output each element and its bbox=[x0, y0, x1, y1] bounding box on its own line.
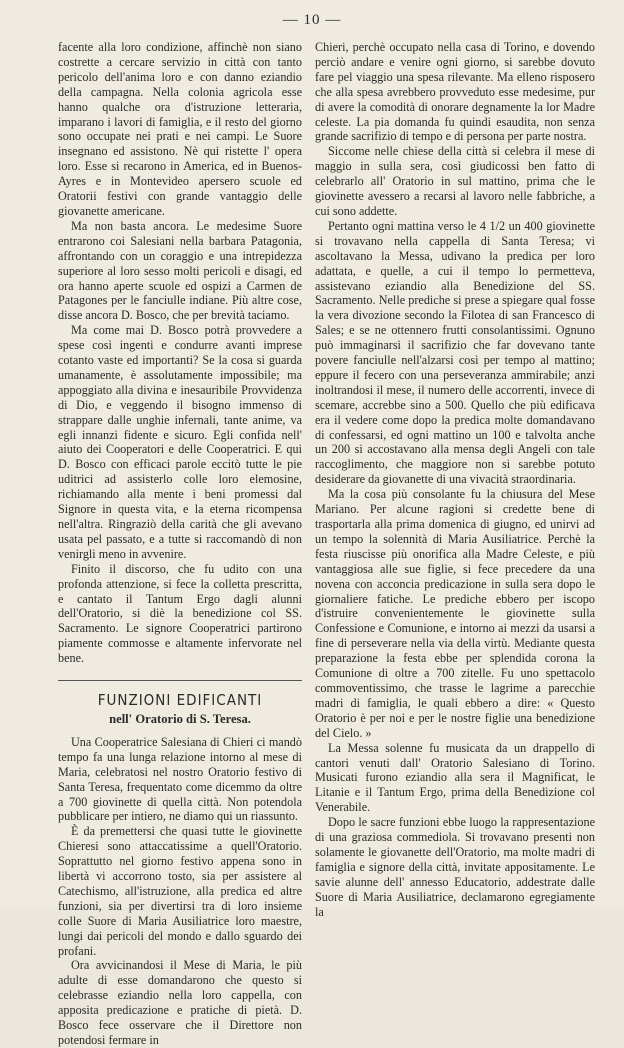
right-column bbox=[315, 40, 595, 919]
paragraph: Chieri, perchè occupato nella casa di Torino, e dovendo perciò andare e venire ogni giorno, si sarebbe dovuto fare pel viaggio una spesa rilevante. Ma elleno risposero che alla spesa avrebbero provveduto esse medesime, pur di avere la comodità di onorare degnamente la lor Madre celeste. La pia domanda fu quindi esaudita, non senza grande sacrifizio di tempo e di persona per parte nostra. bbox=[315, 40, 595, 144]
page-number: — 10 — bbox=[282, 12, 342, 28]
paragraph: Una Cooperatrice Salesiana di Chieri ci mandò tempo fa una lunga relazione intorno al mese di Maria, celebratosi nel nostro Oratorio festivo di Santa Teresa, frequentato come dicemmo da oltre a 700 giovinette di quella città. Non potendola pubblicare per intiero, ne diamo qui un riassunto. bbox=[58, 734, 302, 824]
paragraph: È da premettersi che quasi tutte le giovinette Chieresi sono attaccatissime a quell'Oratorio. Soprattutto nel giorno festivo appena sono in libertà vi accorrono tosto, sia per assistere al Catechismo, all'istruzione, alla predica ed altre funzioni, sia per divertirsi tra di loro insieme colle Suore di Maria Ausiliatrice loro maestre, lungi dai pericoli del mondo e dallo sguardo dei profani. bbox=[58, 824, 302, 958]
paragraph: La Messa solenne fu musicata da un drappello di cantori venuti dall' Oratorio Salesiano di Torino. Musicati furono eziandio alla sera il Magnificat, le Litanie e il Tantum Ergo, prima della Benedizione col Venerabile. bbox=[315, 740, 595, 815]
paragraph: Dopo le sacre funzioni ebbe luogo la rappresentazione di una graziosa commediola. Si trovavano presenti non solamente le giovanette dell'Oratorio, ma molte madri di famiglia e signore della città, invitate appositamente. Le savie alunne dell' annesso Educatorio, addestrate dalle Suore di Maria Ausiliatrice, declamarono egregiamente la bbox=[315, 815, 595, 919]
paragraph: Finito il discorso, che fu udito con una profonda attenzione, si fece la colletta prescritta, e cantato il Tantum Ergo dagli alunni dell'Oratorio, si diè la benedizione col SS. Sacramento. Le signore Cooperatrici partirono piamente commosse e altamente infervorate nel bene. bbox=[58, 561, 302, 666]
section-divider bbox=[58, 680, 302, 681]
paragraph: Ora avvicinandosi il Mese di Maria, le più adulte di esse domandarono che questo si celebrasse eziandio nella loro cappella, con apposita predicazione e pratiche di pietà. D. Bosco fece osservare che il Direttore non potendosi fermare in bbox=[58, 958, 302, 1047]
section-subtitle: nell' Oratorio di S. Teresa. bbox=[109, 711, 251, 726]
section-title: FUNZIONI EDIFICANTI bbox=[97, 691, 263, 710]
paragraph: Siccome nelle chiese della città si celebra il mese di maggio in sulla sera, così giudicossi ben fatto di celebrarlo all' Oratorio in sul mattino, prima che le giovinette avessero a recarsi al lavoro nelle fabbriche, a cui sono addette. bbox=[315, 144, 595, 218]
paragraph: Ma la cosa più consolante fu la chiusura del Mese Mariano. Per alcune ragioni si credette bene di trasportarla alla prima domenica di giugno, ed unirvi ad un tempo la solennità di Maria Ausiliatrice. Perchè la festa riuscisse più onorifica alla Madre Celeste, e più vantaggiosa alle sue figlie, si fece precedere da una novena con acconcia predicazione in sulla sera dopo le giornaliere fatiche. Le prediche ebbero per iscopo d'istruire convenientemente le giovinette sulla Confessione e Comunione, e intorno ai mezzi da usarsi a fine di perseverare nella via della virtù. Mediante questa preparazione la festa ebbe per splendida corona la Comunione di oltre a 700 zitelle. Fu uno spettacolo commoventissimo, che trasse le lagrime a parecchie madri di famiglia, le quali ebbero a dire: « Questo Oratorio è per noi e per le nostre figlie una benedizione del Cielo. » bbox=[315, 487, 595, 740]
paragraph: Pertanto ogni mattina verso le 4 1/2 un 400 giovinette si trovavano nella cappella di Santa Teresa; vi ascoltavano la Messa, udivano la predica per loro adattata, e quelle, a cui il tempo lo permetteva, assistevano eziandio alla Benedizione del SS. Sacramento. Nelle prediche si prese a spiegare qual fosse la vera divozione secondo la Filotea di san Francesco di Sales; e se ne ottennero frutti consolantissimi. Ognuno può immaginarsi il sacrifizio che far dovevano tante povere fanciulle nell'alzarsi così per tempo al mattino; eppure il fecero con una perseveranza ammirabile; anzi inoltrandosi il mese, il numero delle accorrenti, invece di scemare, accrebbe sino a 500. Quello che più edificava era il vedere come dopo la predica molte domandavano di confessarsi, ed ogni mattino un 100 e talvolta anche un 200 si accostavano alla mensa degli Angeli con tale raccoglimento, che maggiore non si sarebbe potuto desiderare da giovanette di una vivacità straordinaria. bbox=[315, 218, 595, 487]
paragraph: Ma non basta ancora. Le medesime Suore entrarono coi Salesiani nella barbara Patagonia, affrontando con un coraggio e una intrepidezza superiore al loro sesso molti pericoli e disagi, ed ora hanno aperte scuole ed ospizi a Carmen de Patagones per le fanciulle indiane. Più altre cose, disse ancora D. Bosco, che per brevità taciamo. bbox=[58, 218, 302, 323]
paragraph: facente alla loro condizione, affinchè non siano costrette a cercare servizio in città con tanto pericolo dell'anima loro e con danno eziandio della campagna. Nella colonia agricola esse hanno qualche ora d'istruzione letteraria, imparano i lavori di famiglia, e il resto del giorno sono occupate nei prati e nei campi. Le Suore insegnano ed assistono. Nè qui ristette l' opera loro. Esse si recarono in America, ed in Buenos-Ayres e in Montevideo apersero scuole ed Oratorii festivi con grande vantaggio delle giovanette americane. bbox=[58, 40, 302, 218]
paragraph: Ma come mai D. Bosco potrà provvedere a spese così ingenti e condurre avanti imprese cotanto vaste ed importanti? Se la cosa si guarda umanamente, è assolutamente impossibile; ma appoggiato alla divina e inesauribile Provvidenza di Dio, e veggendo il bisogno immenso di strappare dalle unghie infernali, tante anime, va egli innanzi fidente e sicuro. Egli confida nell' aiuto dei Cooperatori e delle Cooperatrici. E qui D. Bosco con efficaci parole eccitò tutte le pie uditrici ad assisterlo colle loro elemosine, richiamando alla mente i beni promessi dal Signore in questa vita, e la eterna ricompensa nell'altra. Ringraziò della carità che gli avevano usata pel passato, e a tutte si raccomandò di non venirgli meno in avvenire. bbox=[58, 323, 302, 561]
left-column bbox=[58, 40, 302, 1048]
